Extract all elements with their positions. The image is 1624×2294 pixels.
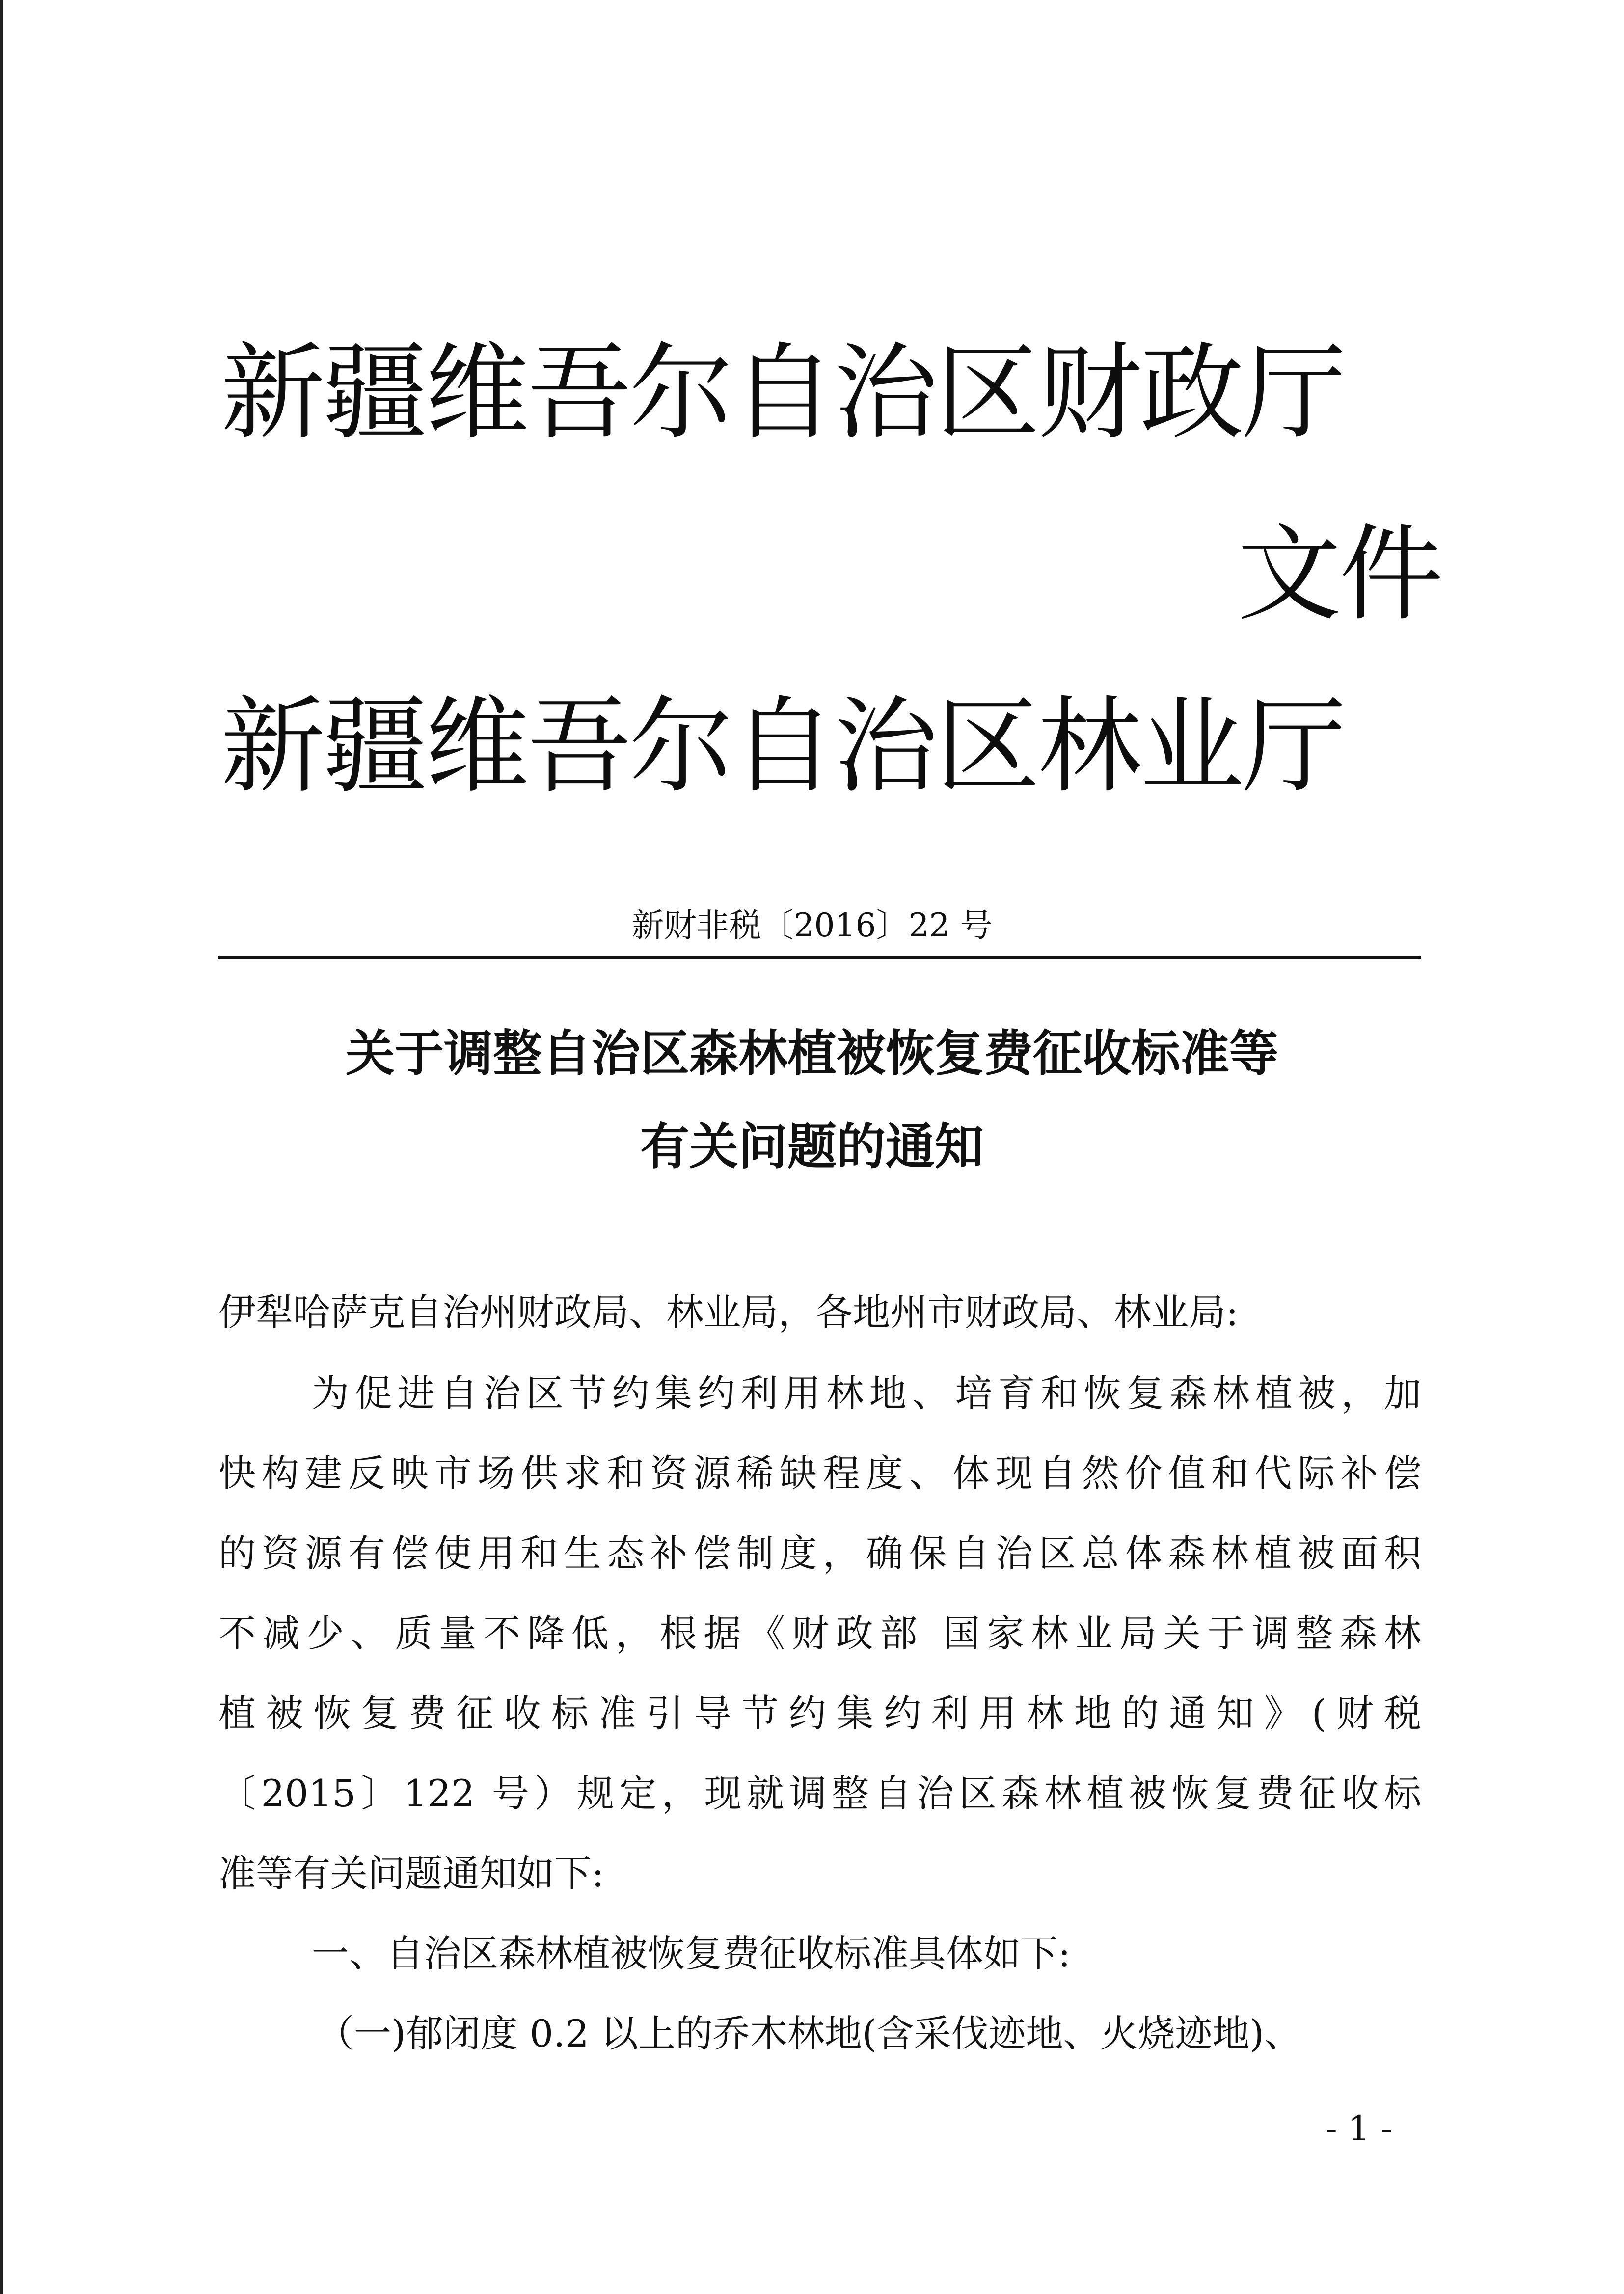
header-divider: [218, 956, 1421, 959]
addressee-line: 伊犁哈萨克自治州财政局、林业局，各地州市财政局、林业局:: [218, 1290, 1239, 1334]
document-number: 新财非税〔2016〕22 号: [631, 906, 993, 944]
paragraph-1-line: 的资源有偿使用和生态补偿制度，确保自治区总体森林植被面积: [218, 1531, 1421, 1575]
document-kind-label: 文件: [1237, 514, 1441, 635]
paragraph-1-line: 不减少、质量不降低，根据《财政部 国家林业局关于调整森林: [218, 1611, 1421, 1655]
issuing-agency-finance: 新疆维吾尔自治区财政厅: [221, 332, 1344, 453]
item-1-line: （一)郁闭度 0.2 以上的乔木林地(含采伐迹地、火烧迹地)、: [317, 2012, 1302, 2055]
paragraph-1-line: 准等有关问题通知如下:: [218, 1852, 604, 1895]
notice-title-line-1: 关于调整自治区森林植被恢复费征收标准等: [346, 1024, 1278, 1082]
issuing-agency-forestry: 新疆维吾尔自治区林业厅: [221, 685, 1344, 807]
paragraph-1-line: 快构建反映市场供求和资源稀缺程度、体现自然价值和代际补偿: [218, 1451, 1421, 1495]
paragraph-1-line: 为促进自治区节约集约利用林地、培育和恢复森林植被，加: [312, 1371, 1421, 1415]
paragraph-1-line: 植被恢复费征收标准引导节约集约利用林地的通知》(财税: [218, 1692, 1421, 1735]
page-number: - 1 -: [1326, 2108, 1393, 2149]
paragraph-1-line: 〔2015〕122 号）规定，现就调整自治区森林植被恢复费征收标: [218, 1772, 1421, 1815]
section-1-heading: 一、自治区森林植被恢复费征收标准具体如下:: [312, 1932, 1071, 1975]
notice-title-line-2: 有关问题的通知: [640, 1118, 984, 1175]
